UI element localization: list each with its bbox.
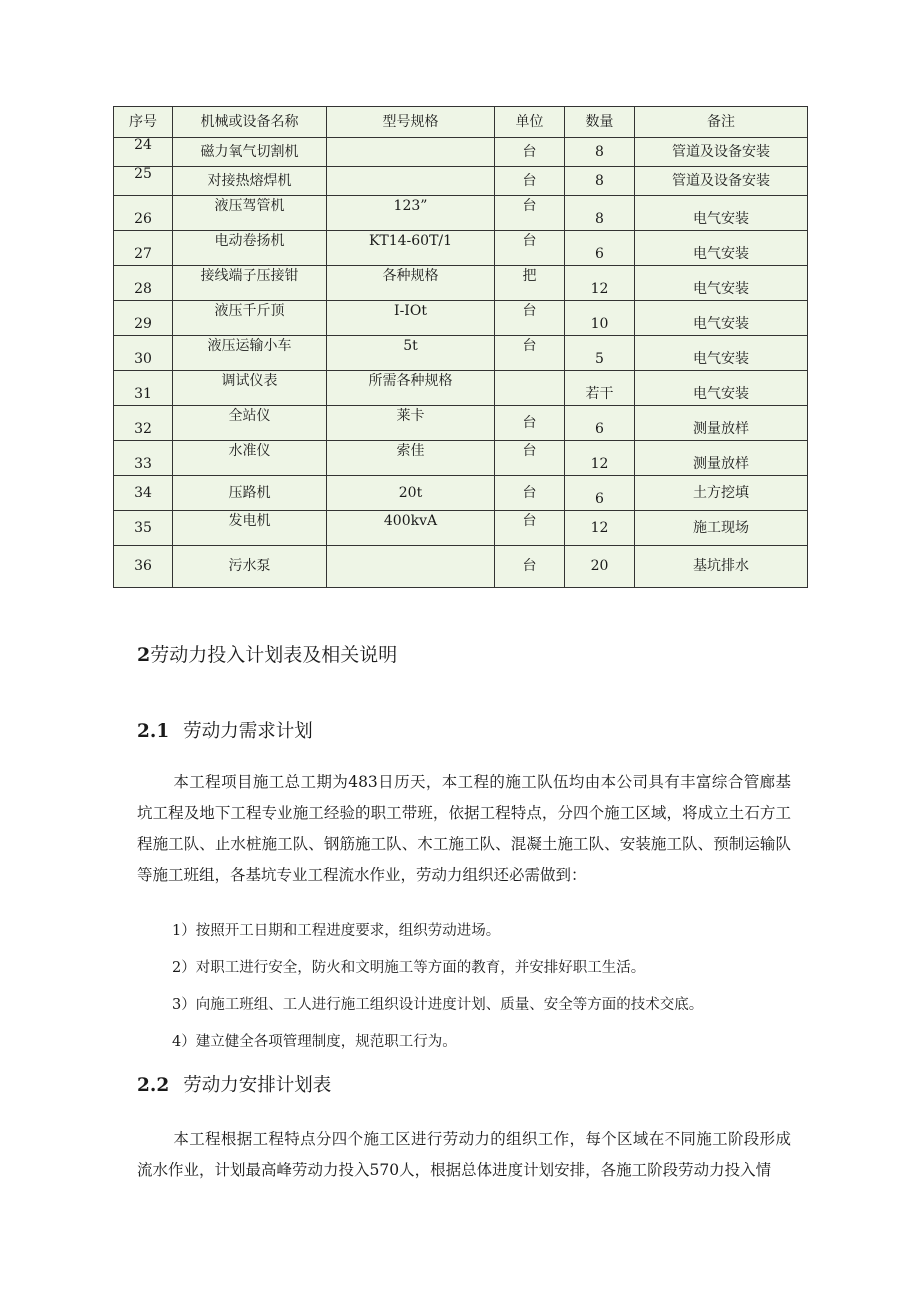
table-row — [114, 441, 808, 476]
cell-name-text: 液压千斤顶 — [214, 302, 285, 319]
cell-name-text: 调试仪表 — [221, 372, 278, 389]
cell-note-text: 电气安装 — [693, 315, 749, 332]
cell-name — [173, 196, 327, 231]
cell-no-text: 32 — [134, 420, 152, 437]
cell-model — [327, 546, 495, 588]
cell-qty — [565, 441, 635, 476]
cell-no — [114, 546, 173, 588]
cell-no — [114, 301, 173, 336]
cell-model — [327, 511, 495, 546]
cell-note-text: 测量放样 — [693, 420, 749, 437]
header-qty: 数量 — [565, 107, 635, 138]
list-item: 2）对职工进行安全，防火和文明施工等方面的教育，并安排好职工生活。 — [172, 960, 646, 976]
cell-unit — [495, 231, 565, 266]
list-item: 3）向施工班组、工人进行施工组织设计进度计划、质量、安全等方面的技术交底。 — [172, 997, 704, 1013]
cell-note — [635, 138, 808, 167]
cell-unit-text: 台 — [522, 512, 537, 529]
cell-qty-text: 6 — [595, 420, 604, 437]
cell-name — [173, 266, 327, 301]
table-row — [114, 406, 808, 441]
cell-no — [114, 406, 173, 441]
paragraph-labor-plan-text: 本工程项目施工总工期为483日历天，本工程的施工队伍均由本公司具有丰富综合管廊基坑工程及地下工程专业施工经验的职工带班，依据工程特点，分四个施工区域，将成立土石方工程施工队、止水桩施工队、钢筋施工队、木工施工队、混凝土施工队、安装施工队、预制运输队等施工班组，各基坑专业工程流水作业，劳动力组织还必需做到： — [137, 773, 791, 884]
cell-note — [635, 546, 808, 588]
cell-qty-text: 12 — [590, 519, 609, 536]
section-2-heading — [137, 640, 397, 667]
table-row — [114, 196, 808, 231]
section-2-1-number: 2.1 — [137, 721, 170, 742]
cell-no — [114, 196, 173, 231]
cell-unit — [495, 336, 565, 371]
cell-no-text: 25 — [134, 165, 152, 182]
cell-qty-text: 若干 — [585, 385, 614, 402]
list-item: 4）建立健全各项管理制度，规范职工行为。 — [172, 1034, 457, 1050]
cell-qty-text: 6 — [595, 245, 604, 262]
cell-model-text: 所需各种规格 — [368, 372, 453, 389]
cell-name — [173, 476, 327, 511]
cell-no-text: 31 — [134, 385, 152, 402]
section-2-1-title: 劳动力需求计划 — [183, 721, 313, 742]
cell-qty — [565, 511, 635, 546]
cell-model — [327, 371, 495, 406]
table-row — [114, 336, 808, 371]
cell-note-text: 管道及设备安装 — [672, 143, 770, 160]
table-row — [114, 231, 808, 266]
cell-qty — [565, 406, 635, 441]
cell-name-text: 压路机 — [228, 484, 271, 501]
cell-no — [114, 476, 173, 511]
cell-no-text: 30 — [134, 350, 152, 367]
cell-unit — [495, 441, 565, 476]
table-row — [114, 371, 808, 406]
section-2-2-title: 劳动力安排计划表 — [183, 1075, 332, 1096]
cell-qty — [565, 371, 635, 406]
cell-note — [635, 231, 808, 266]
cell-unit-text: 台 — [522, 558, 537, 575]
table-row — [114, 546, 808, 588]
cell-unit-text: 台 — [522, 484, 537, 501]
cell-note-text: 电气安装 — [693, 245, 749, 262]
cell-unit-text: 台 — [522, 302, 537, 319]
cell-no-text: 35 — [134, 519, 152, 536]
cell-model — [327, 406, 495, 441]
cell-note-text: 电气安装 — [693, 210, 749, 227]
cell-note — [635, 167, 808, 196]
cell-model-text: 5t — [403, 337, 418, 354]
cell-no — [114, 336, 173, 371]
section-2-number: 2 — [137, 644, 151, 666]
cell-name-text: 对接热熔焊机 — [207, 172, 292, 189]
cell-model — [327, 167, 495, 196]
table-row — [114, 511, 808, 546]
table-row — [114, 266, 808, 301]
cell-unit — [495, 196, 565, 231]
cell-qty — [565, 167, 635, 196]
cell-qty — [565, 301, 635, 336]
cell-model — [327, 441, 495, 476]
header-model: 型号规格 — [327, 107, 495, 138]
section-2-2-heading — [137, 1071, 331, 1097]
cell-no-text: 36 — [134, 558, 152, 575]
cell-qty-text: 5 — [595, 350, 604, 367]
paragraph-labor-schedule — [137, 1124, 791, 1186]
table-row — [114, 167, 808, 196]
section-2-1-heading — [137, 717, 313, 743]
cell-unit — [495, 266, 565, 301]
cell-no — [114, 231, 173, 266]
header-name: 机械或设备名称 — [173, 107, 327, 138]
cell-name-text: 液压运输小车 — [207, 337, 292, 354]
section-2-2-number: 2.2 — [137, 1075, 170, 1096]
cell-model-text: 123” — [393, 197, 428, 214]
cell-no — [114, 167, 173, 196]
cell-unit — [495, 301, 565, 336]
cell-no-text: 34 — [134, 484, 152, 501]
cell-model — [327, 138, 495, 167]
header-no: 序号 — [114, 107, 173, 138]
cell-qty — [565, 196, 635, 231]
header-note: 备注 — [635, 107, 808, 138]
cell-model-text: 400kvA — [383, 512, 438, 529]
cell-unit — [495, 371, 565, 406]
cell-no-text: 28 — [134, 280, 152, 297]
cell-name — [173, 336, 327, 371]
cell-unit — [495, 406, 565, 441]
cell-name-text: 发电机 — [228, 512, 271, 529]
cell-no — [114, 441, 173, 476]
paragraph-labor-schedule-text: 本工程根据工程特点分四个施工区进行劳动力的组织工作，每个区域在不同施工阶段形成流水作业，计划最高峰劳动力投入570人，根据总体进度计划安排，各施工阶段劳动力投入情 — [137, 1130, 791, 1179]
header-unit: 单位 — [495, 107, 565, 138]
cell-qty — [565, 336, 635, 371]
cell-model — [327, 196, 495, 231]
cell-name — [173, 167, 327, 196]
cell-model — [327, 266, 495, 301]
cell-note-text: 电气安装 — [693, 280, 749, 297]
cell-unit-text: 台 — [522, 232, 537, 249]
cell-note-text: 管道及设备安装 — [672, 172, 770, 189]
cell-no-text: 24 — [134, 136, 152, 153]
equipment-table — [113, 106, 808, 588]
cell-name — [173, 406, 327, 441]
cell-unit — [495, 476, 565, 511]
cell-name-text: 磁力氧气切割机 — [200, 143, 299, 160]
cell-qty — [565, 266, 635, 301]
cell-name — [173, 301, 327, 336]
cell-qty-text: 10 — [590, 315, 609, 332]
cell-no-text: 26 — [134, 210, 152, 227]
cell-note-text: 电气安装 — [693, 350, 749, 367]
cell-name-text: 全站仪 — [228, 407, 271, 424]
cell-qty — [565, 476, 635, 511]
cell-no-text: 33 — [134, 455, 152, 472]
cell-qty-text: 8 — [595, 172, 604, 189]
cell-name — [173, 546, 327, 588]
cell-model-text: 索佳 — [396, 442, 425, 459]
cell-qty-text: 12 — [590, 455, 609, 472]
cell-name-text: 水准仪 — [228, 442, 271, 459]
cell-model — [327, 476, 495, 511]
cell-note — [635, 301, 808, 336]
cell-model-text: 各种规格 — [382, 267, 439, 284]
cell-name-text: 污水泵 — [228, 558, 271, 575]
cell-name — [173, 231, 327, 266]
cell-model-text: 莱卡 — [396, 407, 425, 424]
cell-qty-text: 6 — [595, 490, 604, 507]
cell-name — [173, 441, 327, 476]
cell-qty-text: 8 — [595, 143, 604, 160]
cell-note — [635, 266, 808, 301]
cell-note-text: 电气安装 — [693, 385, 749, 402]
cell-unit — [495, 546, 565, 588]
cell-model-text: KT14-60T/1 — [368, 232, 453, 249]
cell-model — [327, 336, 495, 371]
cell-no — [114, 371, 173, 406]
table-header-row — [114, 107, 808, 138]
cell-note-text: 施工现场 — [693, 519, 749, 536]
cell-note — [635, 511, 808, 546]
cell-model — [327, 231, 495, 266]
cell-no-text: 27 — [134, 245, 152, 262]
cell-name-text: 液压驾管机 — [214, 197, 285, 214]
cell-name — [173, 138, 327, 167]
cell-note — [635, 406, 808, 441]
cell-model-text: I-IOt — [394, 302, 427, 319]
cell-model-text: 20t — [398, 484, 423, 501]
cell-unit — [495, 138, 565, 167]
cell-qty — [565, 231, 635, 266]
cell-note — [635, 476, 808, 511]
cell-unit-text: 台 — [522, 337, 537, 354]
paragraph-labor-plan — [137, 767, 791, 891]
list-item: 1）按照开工日期和工程进度要求，组织劳动进场。 — [172, 923, 501, 939]
cell-no — [114, 138, 173, 167]
cell-qty-text: 12 — [590, 280, 609, 297]
cell-unit-text: 台 — [522, 172, 537, 189]
cell-name-text: 接线端子压接钳 — [200, 267, 299, 284]
cell-no — [114, 511, 173, 546]
cell-note-text: 土方挖填 — [693, 484, 749, 501]
cell-unit — [495, 167, 565, 196]
cell-no-text: 29 — [134, 315, 152, 332]
cell-qty-text: 8 — [595, 210, 604, 227]
table-row — [114, 476, 808, 511]
cell-qty-text: 20 — [590, 558, 609, 575]
cell-name-text: 电动卷扬机 — [214, 232, 285, 249]
cell-qty — [565, 546, 635, 588]
cell-note — [635, 371, 808, 406]
cell-unit-text: 台 — [522, 442, 537, 459]
cell-note — [635, 441, 808, 476]
cell-unit — [495, 511, 565, 546]
cell-model — [327, 301, 495, 336]
cell-unit-text: 台 — [522, 143, 537, 160]
cell-qty — [565, 138, 635, 167]
section-2-title: 劳动力投入计划表及相关说明 — [150, 644, 398, 666]
cell-name — [173, 511, 327, 546]
cell-name — [173, 371, 327, 406]
cell-unit-text: 把 — [522, 267, 537, 284]
cell-unit-text: 台 — [522, 414, 537, 431]
cell-unit-text: 台 — [522, 197, 537, 214]
table-row — [114, 138, 808, 167]
cell-note-text: 测量放样 — [693, 455, 749, 472]
cell-note — [635, 196, 808, 231]
cell-note — [635, 336, 808, 371]
cell-no — [114, 266, 173, 301]
cell-note-text: 基坑排水 — [693, 558, 749, 575]
table-row — [114, 301, 808, 336]
